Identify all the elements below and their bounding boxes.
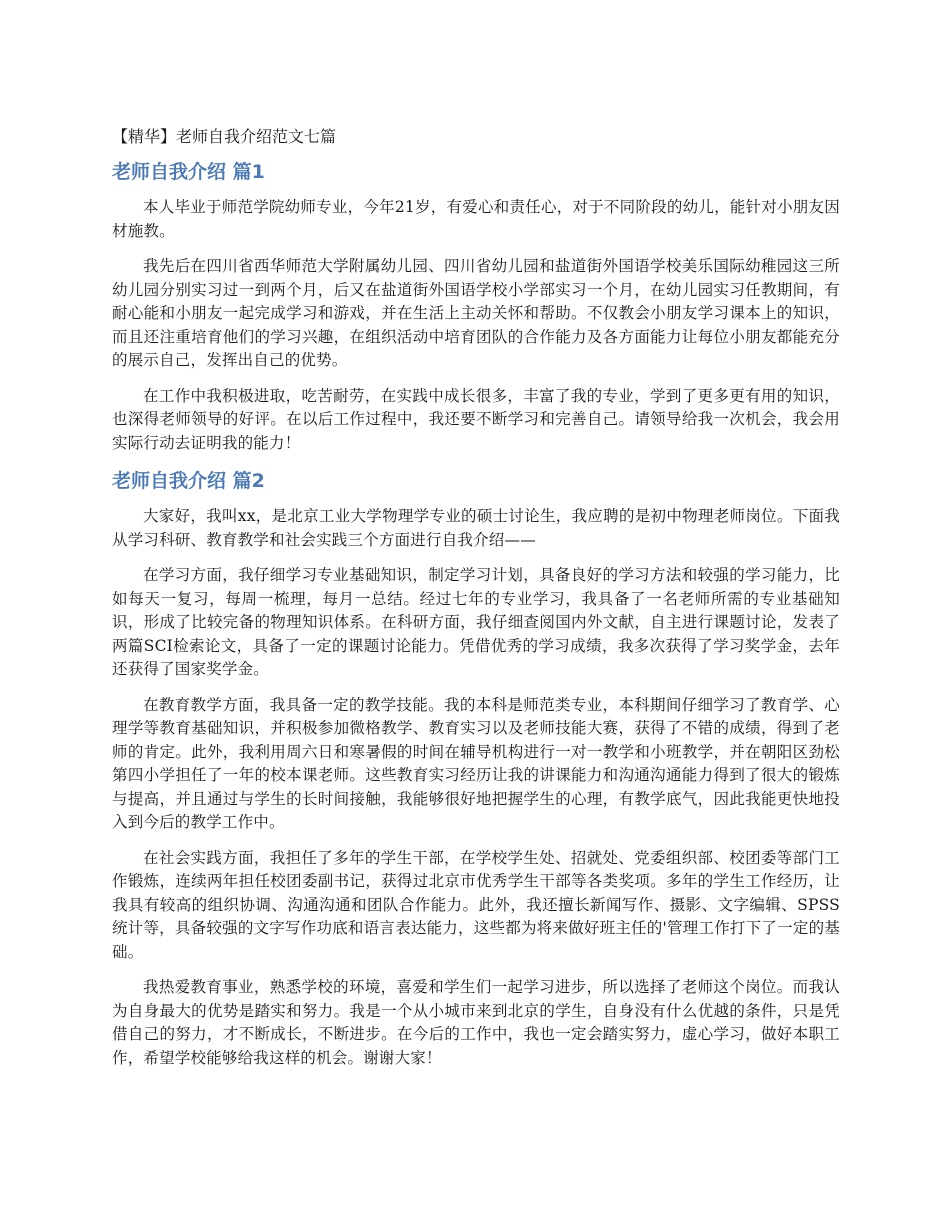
paragraph: 我热爱教育事业，熟悉学校的环境，喜爱和学生们一起学习进步，所以选择了老师这个岗位。而我认为自身最大的优势是踏实和努力。我是一个从小城市来到北京的学生，自身没有什么优越的条件，只是凭借自己的努力，才不断成长，不断进步。在今后的工作中，我也一定会踏实努力，虚心学习，做好本职工作，希望学校能够给我这样的机会。谢谢大家！ [112,978,840,1067]
paragraph: 本人毕业于师范学院幼师专业，今年21岁，有爱心和责任心，对于不同阶段的幼儿，能针对小朋友因材施教。 [112,198,840,240]
section-heading: 老师自我介绍 篇1 [112,161,265,183]
section-2 [112,467,840,1070]
paragraph: 大家好，我叫xx，是北京工业大学物理学专业的硕士讨论生，我应聘的是初中物理老师岗位。下面我从学习科研、教育教学和社会实践三个方面进行自我介绍—— [112,507,840,549]
paragraph: 在学习方面，我仔细学习专业基础知识，制定学习计划，具备良好的学习方法和较强的学习能力，比如每天一复习，每周一梳理，每月一总结。经过七年的专业学习，我具备了一名老师所需的专业基础知识，形成了比较完备的物理知识体系。在科研方面，我仔细查阅国内外文献，自主进行课题讨论，发表了两篇SCI检索论文，具备了一定的课题讨论能力。凭借优秀的学习成绩，我多次获得了学习奖学金，去年还获得了国家奖学金。 [112,566,840,678]
section-1 [112,158,840,455]
paragraph: 在工作中我积极进取，吃苦耐劳，在实践中成长很多，丰富了我的专业，学到了更多更有用的知识，也深得老师领导的好评。在以后工作过程中，我还要不断学习和完善自己。请领导给我一次机会，我会用实际行动去证明我的能力！ [112,386,840,452]
paragraph: 在教育教学方面，我具备一定的教学技能。我的本科是师范类专业，本科期间仔细学习了教育学、心理学等教育基础知识，并积极参加微格教学、教育实习以及老师技能大赛，获得了不错的成绩，得到了老师的肯定。此外，我利用周六日和寒暑假的时间在辅导机构进行一对一教学和小班教学，并在朝阳区劲松第四小学担任了一年的校本课老师。这些教育实习经历让我的讲课能力和沟通沟通能力得到了很大的锻炼与提高，并且通过与学生的长时间接触，我能够很好地把握学生的心理，有教学底气，因此我能更快地投入到今后的教学工作中。 [112,695,840,831]
paragraph: 在社会实践方面，我担任了多年的学生干部，在学校学生处、招就处、党委组织部、校团委等部门工作锻炼，连续两年担任校团委副书记，获得过北京市优秀学生干部等各类奖项。多年的学生工作经历，让我具有较高的组织协调、沟通沟通和团队合作能力。此外，我还擅长新闻写作、摄影、文字编辑、SPSS统计等，具备较强的文字写作功底和语言表达能力，这些都为将来做好班主任的'管理工作打下了一定的基础。 [112,848,840,961]
paragraph: 我先后在四川省西华师范大学附属幼儿园、四川省幼儿园和盐道街外国语学校美乐国际幼稚园这三所幼儿园分别实习过一到两个月，后又在盐道街外国语学校小学部实习一个月，在幼儿园实习任教期间，有耐心能和小朋友一起完成学习和游戏，并在生活上主动关怀和帮助。不仅教会小朋友学习课本上的知识，而且还注重培育他们的学习兴趣，在组织活动中培育团队的合作能力及各方面能力让每位小朋友都能充分的展示自己，发挥出自己的优势。 [112,257,840,369]
section-heading: 老师自我介绍 篇2 [112,470,265,492]
document-title: 【精华】老师自我介绍范文七篇 [112,127,337,146]
document-page [112,122,840,1082]
